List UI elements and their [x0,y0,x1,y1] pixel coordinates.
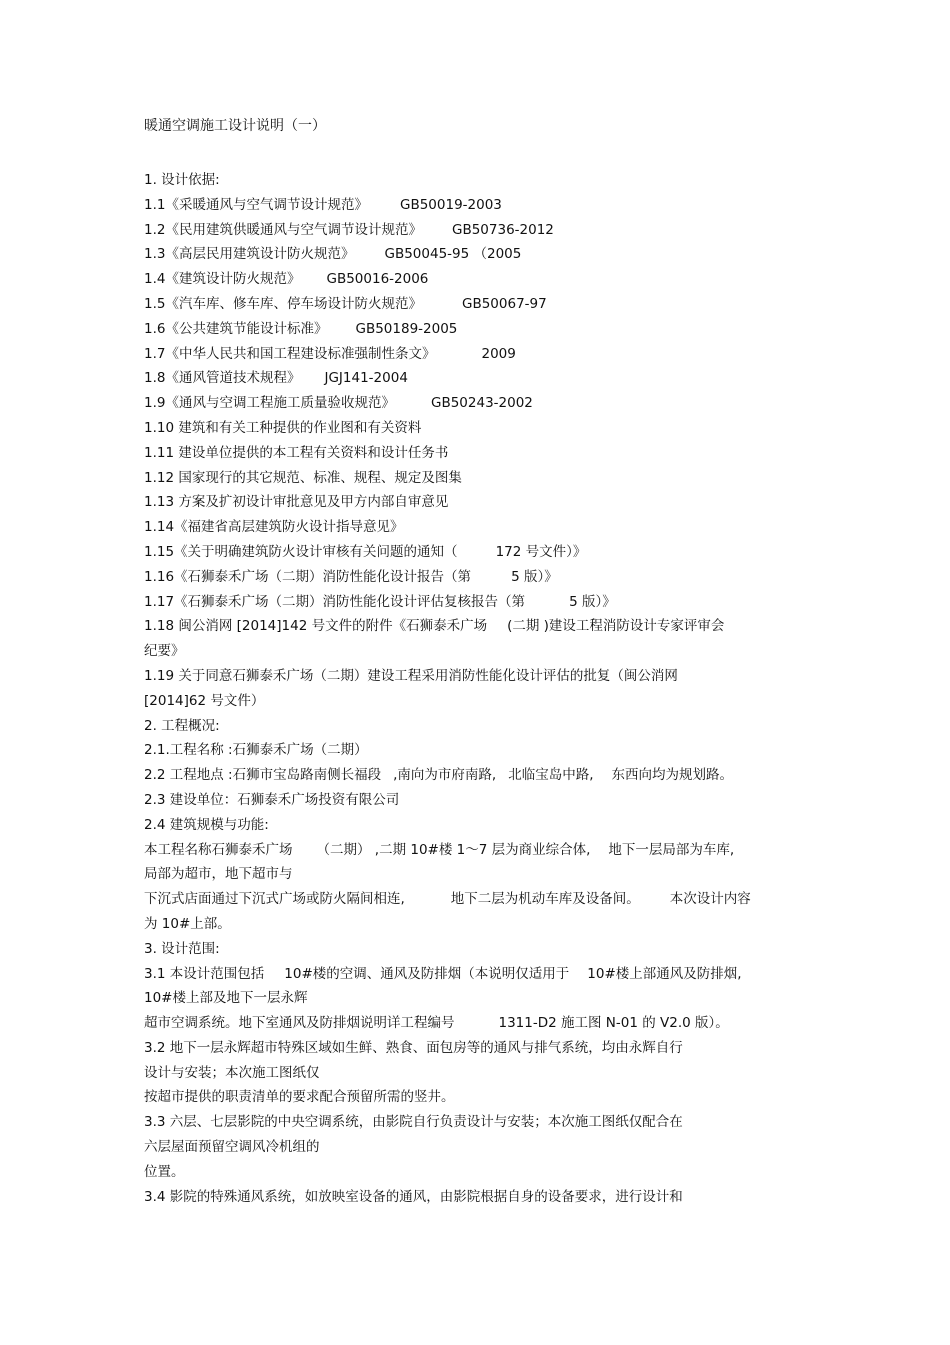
text-line [144,813,814,838]
text-segment: 10#楼的空调、通风及防排烟（本说明仅适用于 [284,965,570,982]
text-segment: 10#楼上部及地下一层永辉 [144,990,308,1007]
text-segment: 1.11 建设单位提供的本工程有关资料和设计任务书 [144,444,449,461]
text-segment: 地下二层为机动车库及设备间。 [450,891,640,908]
text-line [144,912,814,937]
text-segment: 1.7《中华人民共和国工程建设标准强制性条文》 [144,345,436,362]
text-line [144,540,814,565]
text-line [144,466,814,491]
text-line [144,242,814,267]
text-segment: 为 10#上部。 [144,915,231,932]
text-line [144,862,814,887]
text-line [144,416,814,441]
text-segment: 10#楼上部通风及防排烟, [587,965,742,982]
text-line [144,441,814,466]
text-segment: 1311-D2 施工图 N-01 的 V2.0 版）。 [498,1015,729,1032]
text-segment: 位置。 [144,1163,185,1180]
text-line [144,763,814,788]
text-segment: 3.1 本设计范围包括 [144,965,265,982]
text-segment: 超市空调系统。地下室通风及防排烟说明详工程编号 [144,1015,455,1032]
text-line [144,168,814,193]
text-line [144,838,814,863]
text-segment: 1.1《采暖通风与空气调节设计规范》 [144,196,368,213]
text-line [144,1160,814,1185]
text-segment: (二期 )建设工程消防设计专家评审会 [507,618,725,635]
text-segment: GB50189-2005 [355,320,458,337]
text-line [144,937,814,962]
text-segment: 设计与安装；本次施工图纸仅 [144,1064,320,1081]
text-line [144,565,814,590]
text-segment: 北临宝岛中路, [508,767,594,784]
text-segment: 3. 设计范围: [144,940,220,957]
text-line [144,1036,814,1061]
text-line [144,986,814,1011]
text-line [144,738,814,763]
text-segment: [2014]62 号文件） [144,692,265,709]
document-body [144,168,814,1209]
text-line [144,1061,814,1086]
text-line [144,1085,814,1110]
text-segment: 1.9《通风与空调工程施工质量验收规范》 [144,395,395,412]
text-segment: 1.3《高层民用建筑设计防火规范》 [144,246,355,263]
text-segment: 本工程名称石狮泰禾广场 [144,841,293,858]
text-segment: GB50067-97 [461,295,547,312]
text-line [144,267,814,292]
text-line [144,590,814,615]
text-segment: 1.18 闽公消网 [2014]142 号文件的附件《石狮泰禾广场 [144,618,488,635]
text-segment: GB50019-2003 [399,196,502,213]
text-segment: 1.13 方案及扩初设计审批意见及甲方内部自审意见 [144,494,449,511]
text-segment: GB50243-2002 [430,395,533,412]
text-segment: 2.1.工程名称 :石狮泰禾广场（二期） [144,742,368,759]
text-segment: 1.8《通风管道技术规程》 [144,370,301,387]
text-line [144,962,814,987]
text-segment: 3.2 地下一层永辉超市特殊区域如生鲜、熟食、面包房等的通风与排气系统，均由永辉自行 [144,1039,683,1056]
text-line [144,366,814,391]
text-line [144,614,814,639]
text-segment: 1.6《公共建筑节能设计标准》 [144,320,328,337]
document-title: 暖通空调施工设计说明（一） [144,118,326,134]
text-line [144,689,814,714]
text-segment: 2009 [481,345,516,362]
text-segment: 下沉式店面通过下沉式广场或防火隔间相连, [144,891,405,908]
text-segment: 1.2《民用建筑供暖通风与空气调节设计规范》 [144,221,422,238]
text-line [144,342,814,367]
text-segment: 1.19 关于同意石狮泰禾广场（二期）建设工程采用消防性能化设计评估的批复（闽公消网 [144,667,678,684]
text-segment: GB50016-2006 [326,271,429,288]
text-segment: 1.10 建筑和有关工种提供的作业图和有关资料 [144,419,422,436]
text-segment: 2. 工程概况: [144,717,220,734]
text-segment: 2.3 建设单位：石狮泰禾广场投资有限公司 [144,791,400,808]
text-segment: 3.4 影院的特殊通风系统，如放映室设备的通风，由影院根据自身的设备要求，进行设计和 [144,1188,683,1205]
text-line [144,193,814,218]
text-segment: 5 版）》 [511,568,558,585]
text-segment: 东西向均为规划路。 [611,767,733,784]
text-segment: 1.5《汽车库、修车库、停车场设计防火规范》 [144,295,422,312]
text-segment: 1.14《福建省高层建筑防火设计指导意见》 [144,519,404,536]
text-segment: JGJ141-2004 [324,370,408,387]
text-line [144,887,814,912]
text-line [144,1185,814,1210]
text-line [144,515,814,540]
text-segment: 地下一层局部为车库, [608,841,735,858]
text-segment: 1. 设计依据: [144,172,220,188]
text-line [144,714,814,739]
text-segment: 1.4《建筑设计防火规范》 [144,271,301,288]
text-segment: 1.15《关于明确建筑防火设计审核有关问题的通知（ [144,543,458,560]
text-line [144,1011,814,1036]
text-segment: 局部为超市，地下超市与 [144,866,293,883]
text-segment: 纪要》 [144,643,185,660]
text-segment: 1.12 国家现行的其它规范、标准、规程、规定及图集 [144,469,462,486]
text-line [144,490,814,515]
text-segment: GB50736-2012 [451,221,554,238]
text-line [144,218,814,243]
text-line [144,317,814,342]
text-line [144,1110,814,1135]
document-page [144,114,814,1209]
text-line [144,639,814,664]
text-line [144,1135,814,1160]
text-segment: 六层屋面预留空调风冷机组的 [144,1139,320,1156]
text-segment: 2.2 工程地点 :石狮市宝岛路南侧长福段 [144,767,382,784]
text-segment: 172 号文件）》 [495,543,587,560]
text-segment: 2.4 建筑规模与功能: [144,816,269,833]
text-segment: 5 版）》 [569,593,616,610]
text-line [144,788,814,813]
text-segment: GB50045-95 （2005 [384,246,522,263]
text-segment: （二期） ,二期 10#楼 1～7 层为商业综合体, [316,841,591,858]
text-segment: 本次设计内容 [669,891,751,908]
text-segment: 1.17《石狮泰禾广场（二期）消防性能化设计评估复核报告（第 [144,593,526,610]
text-segment: 1.16《石狮泰禾广场（二期）消防性能化设计报告（第 [144,568,472,585]
text-segment: 按超市提供的职责清单的要求配合预留所需的竖井。 [144,1089,455,1106]
text-segment: ,南向为市府南路, [393,767,497,784]
text-line [144,391,814,416]
text-line [144,292,814,317]
text-line [144,664,814,689]
text-segment: 3.3 六层、七层影院的中央空调系统，由影院自行负责设计与安装；本次施工图纸仅配合在 [144,1114,683,1131]
